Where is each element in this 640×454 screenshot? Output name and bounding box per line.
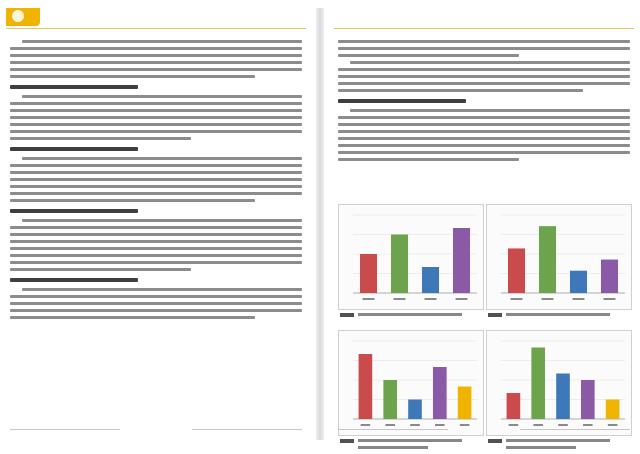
caption-number: [488, 313, 502, 317]
body-line: [338, 144, 630, 147]
figure-4-svg: [487, 331, 631, 435]
body-line: [10, 137, 191, 140]
caption-text: [506, 439, 610, 442]
body-line: [10, 309, 302, 312]
bar: [383, 380, 397, 419]
caption-number: [340, 313, 354, 317]
figure-1-caption: [338, 310, 482, 328]
caption-number: [488, 439, 502, 443]
body-line: [10, 54, 302, 57]
bar: [606, 400, 620, 420]
figure-1-chart: [338, 204, 484, 310]
body-line: [10, 302, 302, 305]
body-line: [338, 116, 630, 119]
body-line: [338, 68, 630, 71]
body-line: [10, 192, 302, 195]
body-line: [10, 68, 302, 71]
caption-text: [506, 313, 610, 316]
body-line: [10, 102, 302, 105]
right-page: [334, 8, 634, 440]
body-line: [338, 123, 630, 126]
bar: [458, 387, 472, 420]
figure-2-caption: [486, 310, 630, 328]
body-line: [10, 226, 302, 229]
bar: [422, 267, 439, 293]
body-line: [10, 295, 302, 298]
body-line: [10, 61, 302, 64]
left-page-body: [10, 36, 302, 323]
figure-2-svg: [487, 205, 631, 309]
bar: [570, 271, 587, 293]
body-line: [350, 109, 630, 112]
x-tick-label-placeholder: [511, 298, 523, 300]
header-badge-icon: [12, 10, 24, 22]
section-heading: [338, 99, 466, 103]
bar: [539, 226, 556, 293]
body-line: [10, 164, 302, 167]
x-tick-label-placeholder: [542, 298, 554, 300]
left-page-footer: [10, 424, 302, 434]
body-line: [10, 199, 255, 202]
section-heading: [10, 85, 138, 89]
bar: [507, 393, 521, 419]
x-tick-label-placeholder: [456, 298, 468, 300]
body-line: [10, 261, 302, 264]
bar: [408, 400, 422, 420]
section-heading: [10, 278, 138, 282]
body-line: [338, 151, 630, 154]
footer-rule: [10, 429, 120, 430]
bar: [453, 228, 470, 293]
bar: [508, 248, 525, 293]
figure-3-chart: [338, 330, 484, 436]
charts-grid: [338, 204, 630, 434]
body-line: [10, 47, 302, 50]
body-line: [10, 233, 302, 236]
body-line: [10, 247, 302, 250]
bar: [581, 380, 595, 419]
figure-3-svg: [339, 331, 483, 435]
body-line: [22, 40, 302, 43]
figure-4-chart: [486, 330, 632, 436]
caption-text: [358, 446, 428, 449]
body-line: [10, 185, 302, 188]
body-line: [10, 109, 302, 112]
x-tick-label-placeholder: [425, 298, 437, 300]
bar: [601, 260, 618, 293]
section-heading: [10, 209, 138, 213]
bar: [531, 348, 545, 420]
x-tick-label-placeholder: [394, 298, 406, 300]
body-line: [338, 130, 630, 133]
header-corner-tag: [6, 8, 40, 26]
body-line: [10, 130, 302, 133]
body-line: [22, 95, 302, 98]
body-line: [10, 240, 302, 243]
body-line: [338, 137, 630, 140]
right-page-footer: [338, 424, 630, 434]
body-line: [22, 157, 302, 160]
figure-2-chart: [486, 204, 632, 310]
body-line: [10, 254, 302, 257]
body-line: [22, 219, 302, 222]
body-line: [10, 75, 255, 78]
caption-number: [340, 439, 354, 443]
body-line: [338, 158, 519, 161]
body-line: [338, 75, 630, 78]
body-line: [10, 171, 302, 174]
body-line: [10, 116, 302, 119]
caption-text: [506, 446, 576, 449]
figure-4-caption: [486, 436, 630, 454]
body-line: [10, 316, 255, 319]
x-tick-label-placeholder: [573, 298, 585, 300]
footer-rule: [520, 429, 630, 430]
bar: [391, 235, 408, 294]
body-line: [338, 89, 583, 92]
body-line: [10, 123, 302, 126]
body-line: [338, 54, 519, 57]
body-line: [22, 288, 302, 291]
body-line: [338, 40, 630, 43]
x-tick-label-placeholder: [604, 298, 616, 300]
book-gutter: [316, 8, 324, 440]
left-page: [6, 8, 306, 440]
caption-text: [358, 313, 462, 316]
body-line: [10, 178, 302, 181]
right-page-body: [338, 36, 630, 165]
body-line: [10, 268, 191, 271]
header-rule: [6, 28, 306, 29]
footer-rule: [338, 429, 448, 430]
body-line: [338, 47, 630, 50]
body-line: [338, 82, 630, 85]
caption-text: [358, 439, 462, 442]
bar: [433, 367, 447, 419]
bar: [360, 254, 377, 293]
header-rule: [334, 28, 634, 29]
section-heading: [10, 147, 138, 151]
x-tick-label-placeholder: [363, 298, 375, 300]
bar: [359, 354, 373, 419]
footer-rule: [192, 429, 302, 430]
bar: [556, 374, 570, 420]
body-line: [350, 61, 630, 64]
figure-1-svg: [339, 205, 483, 309]
figure-3-caption: [338, 436, 482, 454]
